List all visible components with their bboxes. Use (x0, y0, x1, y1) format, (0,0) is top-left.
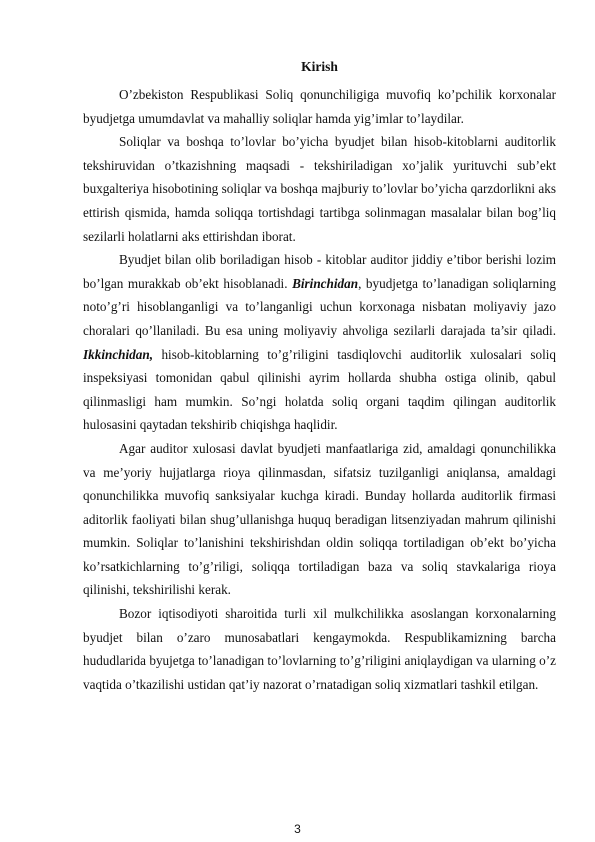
paragraph-3-text-a: Byudjet bilan olib boriladigan hisob - kitoblar auditor jiddiy e’tibor berishi lozim bo’lgan murakkab ob’ekt hisoblanadi. (83, 252, 556, 291)
page-number: 3 (294, 822, 301, 836)
paragraph-3 (83, 248, 556, 437)
page-title: Kirish (301, 59, 338, 74)
paragraph-3-text-c: hisob-kitoblarning to’g’riligini tasdiqlovchi auditorlik xulosalari soliq inspeksiyasi tomonidan qabul qilinishi ayrim hollarda shubha ostiga olinib, qabul qilinmasligi ham mumkin. So’ngi holatda soliq organi taqdim qilingan auditorlik hulosasini qaytadan tekshirib chiqishga haqlidir. (83, 346, 556, 433)
emphasis-ikkinchidan: Ikkinchidan, (83, 346, 153, 362)
paragraph-5: Bozor iqtisodiyoti sharoitida turli xil mulkchilikka asoslangan korxonalarning byudjet bilan o’zaro munosabatlari kengaymokda. Respublikamizning barcha hududlarida byujetga to’lanadigan to’lovlarning to’g’riligini aniqlaydigan va ularning o’z vaqtida o’tkazilishi ustidan qat’iy nazorat o’rnatadigan soliq xizmatlari tashkil etilgan. (83, 606, 556, 692)
paragraph-3-text-b: , byudjetga to’lanadigan soliqlarning noto’g’ri hisoblanganligi va to’langanligi uchun korxonaga nisbatan moliyaviy jazo choralari qo’llaniladi. Bu esa uning moliyaviy ahvoliga sezilarli darajada ta’sir qiladi. (83, 275, 556, 338)
paragraph-2: Soliqlar va boshqa to’lovlar bo’yicha byudjet bilan hisob-kitoblarni auditorlik tekshiruvidan o’tkazishning maqsadi - tekshiriladigan xo’jalik yurituvchi sub’ekt buxgalteriya hisobotining soliqlar va boshqa majburiy to’lovlar bo’yicha qarzdorlikni aks ettirish qismida, hamda soliqqa tortishdagi tartibga solinmagan masalalar bilan bog’liq sezilarli holatlarni aks ettirishdan iborat. (83, 134, 556, 244)
document-body (83, 55, 556, 696)
paragraph-4: Agar auditor xulosasi davlat byudjeti manfaatlariga zid, amaldagi qonunchilikka va me’yoriy hujjatlarga rioya qilinmasdan, sifatsiz tuzilganligi aniqlansa, amaldagi qonunchilikka muvofiq sanksiyalar kuchga kiradi. Bunday hollarda auditorlik firmasi aditorlik faoliyati bilan shug’ullanishga huquq beradigan litsenziyadan mahrum qilinishi mumkin. Soliqlar to’lanishini tekshirishdan oldin soliqqa tortiladigan ob’ekt bo’yicha ko’rsatkichlarning to’g’riligi, soliqqa tortiladigan baza va soliq stavkalariga rioya qilinishi, tekshirilishi kerak. (83, 440, 556, 598)
paragraph-1: O’zbekiston Respublikasi Soliq qonunchiligiga muvofiq ko’pchilik korxonalar byudjetga umumdavlat va mahalliy soliqlar hamda yig’imlar to’laydilar. (83, 87, 556, 126)
emphasis-birinchidan: Birinchidan (292, 275, 359, 291)
